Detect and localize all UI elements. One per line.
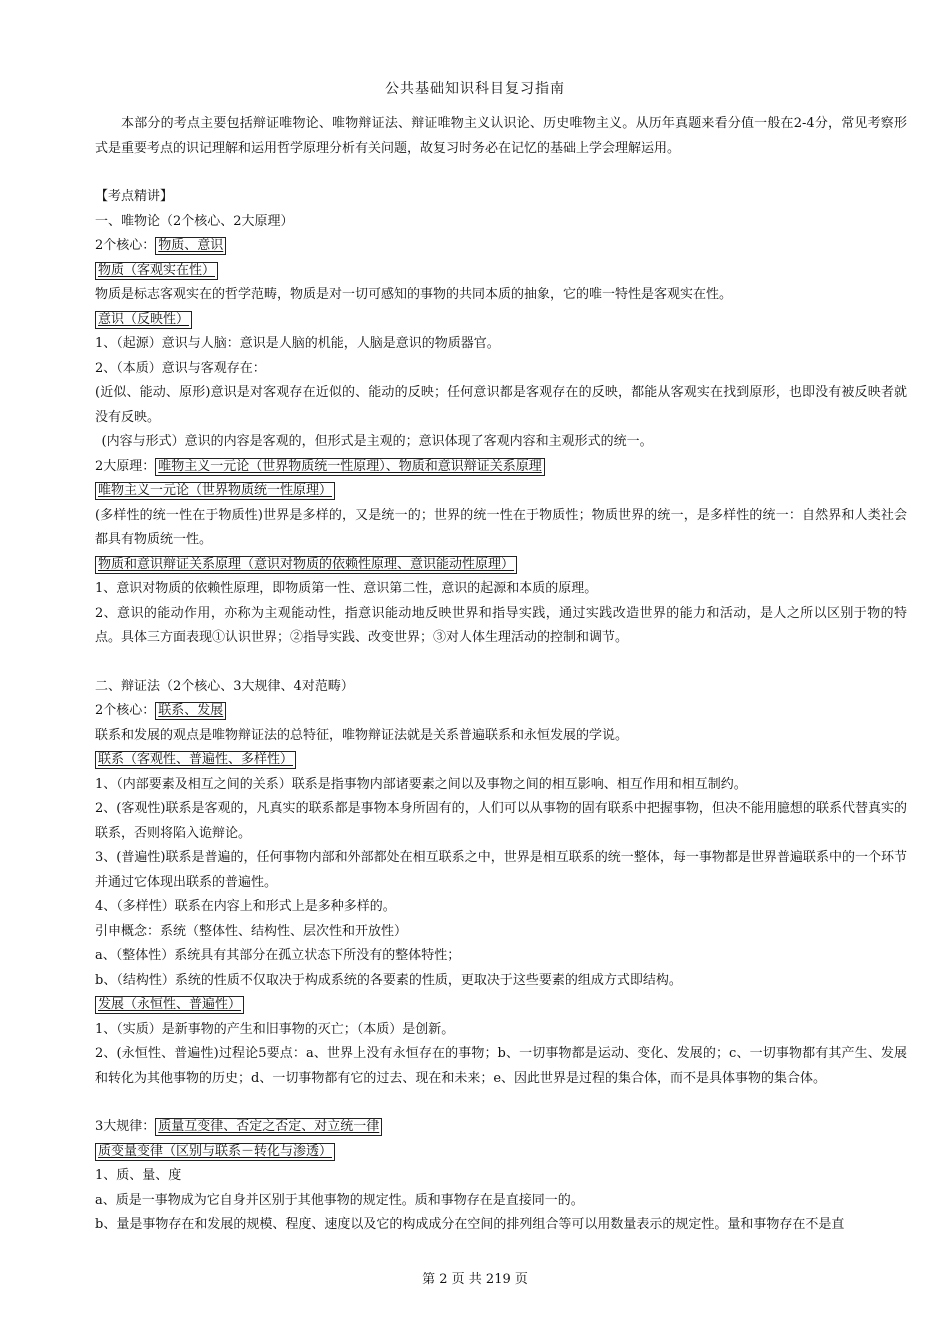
paragraph: 联系和发展的观点是唯物辩证法的总特征，唯物辩证法就是关系普遍联系和永恒发展的学说。 [95, 727, 629, 743]
boxed-term: 物质和意识辩证关系原理（意识对物质的依赖性原理、意识能动性原理） [95, 556, 517, 574]
page-footer: 第 2 页 共 219 页 [422, 1272, 528, 1287]
paragraph: 2、(客观性)联系是客观的，凡真实的联系都是事物本身所固有的，人们可以从事物的固有联系中把握事物，但决不能用臆想的联系代替真实的联系，否则将陷入诡辩论。 [95, 801, 907, 841]
paragraph: 物质是标志客观实在的哲学范畴，物质是对一切可感知的事物的共同本质的抽象，它的唯一特性是客观实在性。 [95, 287, 733, 302]
paragraph: 2、(永恒性、普遍性)过程论5要点：a、世界上没有永恒存在的事物；b、一切事物都是运动、变化、发展的；c、一切事物都有其产生、发展和转化为其他事物的历史；d、一切事物都有它的过去、现在和未来；e、因此世界是过程的集合体，而不是具体事物的集合体。 [95, 1046, 907, 1086]
spacer [95, 1091, 907, 1115]
paragraph: 4、（多样性）联系在内容上和形式上是多种多样的。 [95, 899, 396, 914]
boxed-term: 联系（客观性、普遍性、多样性） [95, 751, 296, 769]
subheading-line [95, 479, 907, 504]
law-prefix: 3大规律： [95, 1119, 156, 1134]
subheading-line [95, 1140, 907, 1165]
boxed-term: 唯物主义一元论（世界物质统一性原理）、物质和意识辩证关系原理 [155, 458, 545, 476]
paragraph: 引申概念：系统（整体性、结构性、层次性和开放性） [95, 923, 408, 939]
spacer [95, 651, 907, 675]
paragraph: a、质是一事物成为它自身并区别于其他事物的规定性。质和事物存在是直接同一的。 [95, 1192, 584, 1208]
paragraph: 1、质、量、度 [95, 1168, 182, 1183]
boxed-term: 物质、意识 [155, 237, 226, 255]
page-title: 公共基础知识科目复习指南 [385, 81, 565, 97]
core-line [95, 699, 907, 724]
boxed-term: 唯物主义一元论（世界物质统一性原理） [95, 482, 335, 500]
principle-line [95, 455, 907, 480]
paragraph: b、（结构性）系统的性质不仅取决于构成系统的各要素的性质，更取决于这些要素的组成方式即结构。 [95, 972, 682, 988]
boxed-term: 意识（反映性） [95, 311, 192, 329]
boxed-term: 联系、发展 [155, 702, 226, 720]
principle-prefix: 2大原理： [95, 458, 156, 474]
paragraph: (内容与形式）意识的内容是客观的，但形式是主观的；意识体现了客观内容和主观形式的统一。 [101, 434, 653, 449]
core-prefix: 2个核心： [95, 238, 156, 253]
paragraph: 1、（实质）是新事物的产生和旧事物的灭亡；（本质）是创新。 [95, 1021, 455, 1037]
paragraph: a、（整体性）系统具有其部分在孤立状态下所没有的整体特性； [95, 948, 461, 963]
subheading-line [95, 259, 907, 284]
paragraph: 1、意识对物质的依赖性原理，即物质第一性、意识第二性，意识的起源和本质的原理。 [95, 581, 598, 596]
core-line [95, 234, 907, 259]
paragraph: 2、（本质）意识与客观存在： [95, 360, 266, 376]
subheading-line [95, 748, 907, 773]
intro-paragraph: 本部分的考点主要包括辩证唯物论、唯物辩证法、辩证唯物主义认识论、历史唯物主义。从历年真题来看分值一般在2-4分，常见考察形式是重要考点的识记理解和运用哲学原理分析有关问题，故复习时务必在记忆的基础上学会理解运用。 [95, 116, 907, 156]
boxed-term: 质变量变律（区别与联系－转化与渗透） [95, 1143, 335, 1161]
document-body [95, 112, 907, 1238]
paragraph: (近似、能动、原形)意识是对客观存在近似的、能动的反映；任何意识都是客观存在的反映，都能从客观实在找到原形，也即没有被反映者就没有反映。 [95, 385, 907, 425]
paragraph: 1、（起源）意识与人脑：意识是人脑的机能，人脑是意识的物质器官。 [95, 336, 500, 351]
law-line [95, 1115, 907, 1140]
boxed-term: 物质（客观实在性） [95, 262, 218, 280]
spacer [95, 161, 907, 185]
paragraph: b、量是事物存在和发展的规模、程度、速度以及它的构成成分在空间的排列组合等可以用数量表示的规定性。量和事物存在不是直 [95, 1217, 845, 1232]
paragraph: (多样性的统一性在于物质性)世界是多样的，又是统一的；世界的统一性在于物质性；物质世界的统一，是多样性的统一：自然界和人类社会都具有物质统一性。 [95, 507, 907, 547]
section-heading-materialism: 一、唯物论（2个核心、2大原理） [95, 213, 294, 229]
subheading-line [95, 308, 907, 333]
subheading-line [95, 993, 907, 1018]
boxed-term: 发展（永恒性、普遍性） [95, 996, 244, 1014]
paragraph: 2、意识的能动作用，亦称为主观能动性，指意识能动地反映世界和指导实践，通过实践改造世界的能力和活动，是人之所以区别于物的特点。具体三方面表现①认识世界；②指导实践、改变世界；③对人体生理活动的控制和调节。 [95, 605, 907, 645]
paragraph: 3、(普遍性)联系是普遍的，任何事物内部和外部都处在相互联系之中，世界是相互联系的统一整体，每一事物都是世界普遍联系中的一个环节并通过它体现出联系的普遍性。 [95, 850, 907, 890]
subheading-line [95, 553, 907, 578]
paragraph: 1、（内部要素及相互之间的关系）联系是指事物内部诸要素之间以及事物之间的相互影响、相互作用和相互制约。 [95, 776, 747, 792]
section-label: 【考点精讲】 [95, 189, 174, 204]
section-heading-dialectics: 二、辩证法（2个核心、3大规律、4对范畴） [95, 678, 354, 694]
core-prefix: 2个核心： [95, 703, 156, 718]
boxed-term: 质量互变律、否定之否定、对立统一律 [155, 1118, 382, 1136]
